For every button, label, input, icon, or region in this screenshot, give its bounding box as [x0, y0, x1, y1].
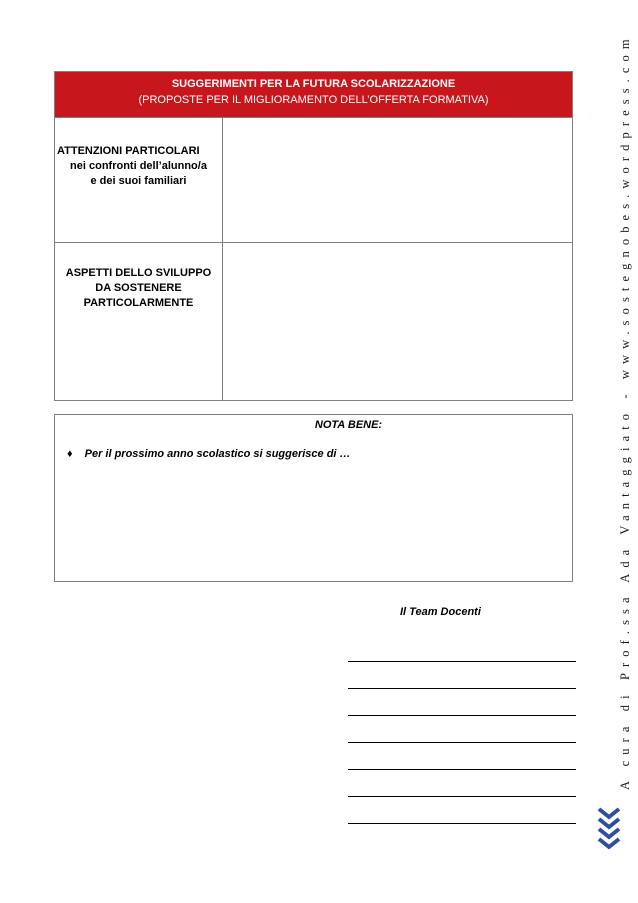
- table-title: SUGGERIMENTI PER LA FUTURA SCOLARIZZAZIONE: [171, 78, 456, 90]
- signature-line[interactable]: [348, 742, 576, 743]
- row-label-attenzioni: [55, 118, 223, 242]
- row-label-line-3: e dei suoi familiari: [90, 175, 187, 187]
- row-label-aspetti: [55, 243, 223, 401]
- chevron-logo-icon: [596, 806, 622, 852]
- row-label-bold: ATTENZIONI PARTICOLARI: [57, 145, 200, 157]
- signature-line[interactable]: [348, 661, 576, 662]
- diamond-bullet-icon: ♦: [67, 448, 73, 460]
- row-label-line-2: nei confronti dell’alunno/a: [70, 160, 207, 172]
- table-row-aspetti: [55, 243, 572, 401]
- signature-line[interactable]: [348, 796, 576, 797]
- row-label-line-2: DA SOSTENERE: [95, 282, 182, 294]
- signature-line[interactable]: [348, 769, 576, 770]
- signature-line[interactable]: [348, 823, 576, 824]
- nota-bene-box[interactable]: [54, 414, 573, 582]
- row-label-line-1: ASPETTI DELLO SVILUPPO: [65, 267, 212, 279]
- table-header: [55, 72, 572, 118]
- row-label-line-3: PARTICOLARMENTE: [83, 297, 194, 309]
- row-content-aspetti[interactable]: [223, 243, 572, 401]
- nota-bene-item: [67, 448, 351, 460]
- author-credit: A cura di Prof.ssa Ada Vantaggiato - www.sostegnobes.wordpress.com: [618, 33, 632, 790]
- table-subtitle: (PROPOSTE PER IL MIGLIORAMENTO DELL’OFFERTA FORMATIVA): [138, 94, 489, 106]
- table-row-attenzioni: [55, 118, 572, 243]
- signature-line[interactable]: [348, 688, 576, 689]
- nota-bene-item-text: Per il prossimo anno scolastico si suggerisce di …: [84, 448, 351, 460]
- team-docenti-label: Il Team Docenti: [400, 606, 481, 618]
- suggestions-table: [54, 71, 573, 401]
- nota-bene-title: NOTA BENE:: [314, 419, 383, 431]
- row-content-attenzioni[interactable]: [223, 118, 572, 242]
- signature-line[interactable]: [348, 715, 576, 716]
